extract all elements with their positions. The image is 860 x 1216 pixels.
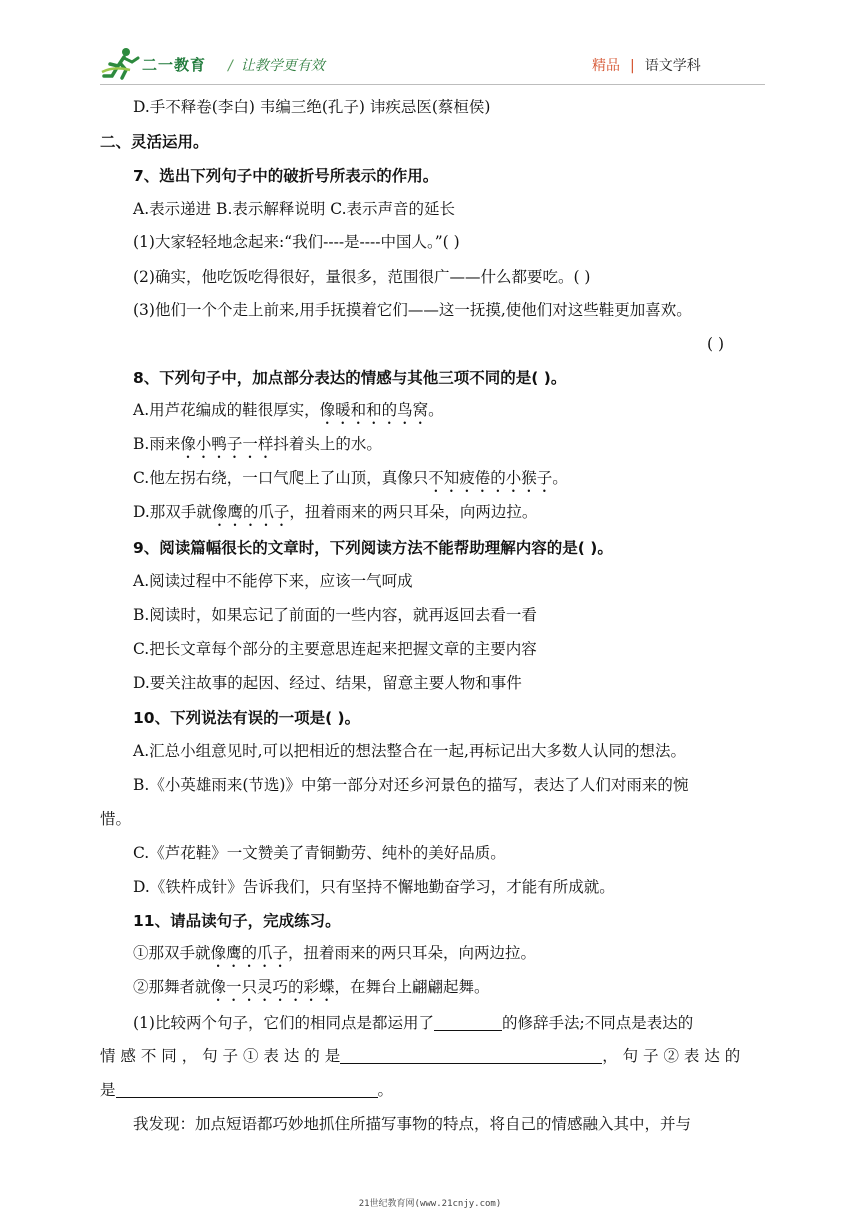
q8-d-end: ，扭着雨来的两只耳朵，向两边拉。 — [289, 503, 538, 521]
q11-s2-end: ，在舞台上翩翩起舞。 — [334, 978, 490, 996]
q10-option-a: A.汇总小组意见时,可以把相近的想法整合在一起,再标记出大多数人认同的想法。 — [133, 742, 686, 760]
q7-stem: 7、选出下列句子中的破折号所表示的作用。 — [133, 167, 439, 185]
q9-stem: 9、阅读篇幅很长的文章时，下列阅读方法不能帮助理解内容的是( )。 — [133, 539, 613, 557]
q10-option-b-line1: B.《小英雄雨来(节选)》中第一部分对还乡河景色的描写，表达了人们对雨来的惋 — [133, 776, 689, 794]
q11-p2-text-a: 情 感 不 同 ， 句 子 ① 表 达 的 是 — [100, 1047, 341, 1065]
q11-s1-end: ，扭着雨来的两只耳朵，向两边拉。 — [288, 944, 537, 962]
q7-item-1: (1)大家轻轻地念起来:“我们----是----中国人。”( ) — [133, 233, 460, 251]
q8-a-dotted: 像暖和和的鸟窝 — [319, 401, 429, 419]
slogan-text: 让教学更有效 — [240, 58, 325, 74]
q6-option-d: D.手不释卷(李白) 韦编三绝(孔子) 讳疾忌医(蔡桓侯) — [133, 98, 491, 116]
q11-p1-text-b: 的修辞手法;不同点是表达的 — [501, 1014, 694, 1032]
q7-item-2: (2)确实，他吃饭吃得很好，量很多，范围很广——什么都要吃。( ) — [133, 268, 591, 286]
slogan-separator: / — [228, 58, 233, 74]
q8-b-end: 抖着头上的水。 — [273, 435, 382, 453]
logo-text: 二一教育 — [142, 56, 207, 74]
q11-p1-text-a: (1)比较两个句子，它们的相同点是都运用了 — [133, 1014, 434, 1032]
q11-sentence-2 — [133, 977, 490, 1005]
header-right — [592, 55, 701, 75]
q11-stem: 11、请品读句子，完成练习。 — [133, 912, 341, 930]
section-2-heading: 二、灵活运用。 — [100, 133, 209, 151]
subject-label: 语文学科 — [644, 58, 701, 74]
q8-option-d — [133, 502, 537, 530]
q7-item-3: (3)他们一个个走上前来,用手抚摸着它们——这一抚摸,使他们对这些鞋更加喜欢。 — [133, 301, 692, 319]
blank-sentence-1-emotion[interactable] — [340, 1047, 602, 1064]
q8-c-text: C.他左拐右绕，一口气爬上了山顶，真像只 — [133, 469, 429, 487]
logo — [100, 46, 220, 80]
q10-option-d: D.《铁杵成针》告诉我们，只有坚持不懈地勤奋学习，才能有所成就。 — [133, 878, 615, 896]
q9-option-d: D.要关注故事的起因、经过、结果，留意主要人物和事件 — [133, 674, 522, 692]
q11-s2-dotted: 像一只灵巧的彩蝶 — [210, 978, 335, 996]
q11-part1-line2 — [100, 1046, 740, 1066]
q8-b-dotted: 像小鸭子一样 — [180, 435, 274, 453]
q7-item-3-answer: ( ) — [707, 335, 725, 353]
q8-option-b — [133, 434, 382, 462]
q11-p2-text-b: ， 句 子 ② 表 达 的 — [602, 1047, 741, 1065]
q8-b-text: B.雨来 — [133, 435, 181, 453]
q11-s2-text: ②那舞者就 — [133, 978, 211, 996]
q11-part1-line3 — [100, 1080, 393, 1100]
q10-stem: 10、下列说法有误的一项是( )。 — [133, 709, 361, 727]
header-rule — [100, 84, 765, 85]
header-divider: | — [630, 58, 635, 74]
blank-sentence-2-emotion[interactable] — [116, 1081, 378, 1098]
q9-option-c: C.把长文章每个部分的主要意思连起来把握文章的主要内容 — [133, 640, 537, 658]
q8-c-end: 。 — [552, 469, 568, 487]
q8-d-text: D.那双手就 — [133, 503, 212, 521]
q8-d-dotted: 像鹰的爪子 — [211, 503, 290, 521]
q8-option-c — [133, 468, 568, 496]
quality-badge: 精品 — [592, 58, 620, 74]
page-header — [0, 0, 860, 88]
q8-c-dotted: 不知疲倦的小猴子 — [428, 469, 553, 487]
q7-options: A.表示递进 B.表示解释说明 C.表示声音的延长 — [133, 200, 456, 218]
q11-s1-dotted: 像鹰的爪子 — [210, 944, 289, 962]
runner-logo-icon — [100, 46, 144, 80]
page-footer: 21世纪教育网(www.21cnjy.com) — [358, 1199, 502, 1209]
q11-part1-line1 — [133, 1013, 693, 1033]
q11-p3-text-b: 。 — [377, 1081, 394, 1099]
q11-s1-text: ①那双手就 — [133, 944, 211, 962]
q8-stem: 8、下列句子中，加点部分表达的情感与其他三项不同的是( )。 — [133, 369, 567, 387]
q9-option-b: B.阅读时，如果忘记了前面的一些内容，就再返回去看一看 — [133, 606, 537, 624]
q11-p3-text-a: 是 — [100, 1081, 116, 1099]
q11-sentence-1 — [133, 943, 536, 971]
q10-option-c: C.《芦花鞋》一文赞美了青铜勤劳、纯朴的美好品质。 — [133, 844, 506, 862]
q8-a-end: 。 — [428, 401, 444, 419]
slogan — [228, 55, 325, 75]
q8-option-a — [133, 400, 444, 428]
discovery-paragraph: 我发现：加点短语都巧妙地抓住所描写事物的特点，将自己的情感融入其中，并与 — [133, 1115, 692, 1133]
q9-option-a: A.阅读过程中不能停下来，应该一气呵成 — [133, 572, 413, 590]
q8-a-text: A.用芦花编成的鞋很厚实， — [133, 401, 320, 419]
blank-rhetoric[interactable] — [434, 1014, 502, 1031]
q10-option-b-line2: 惜。 — [100, 810, 132, 828]
